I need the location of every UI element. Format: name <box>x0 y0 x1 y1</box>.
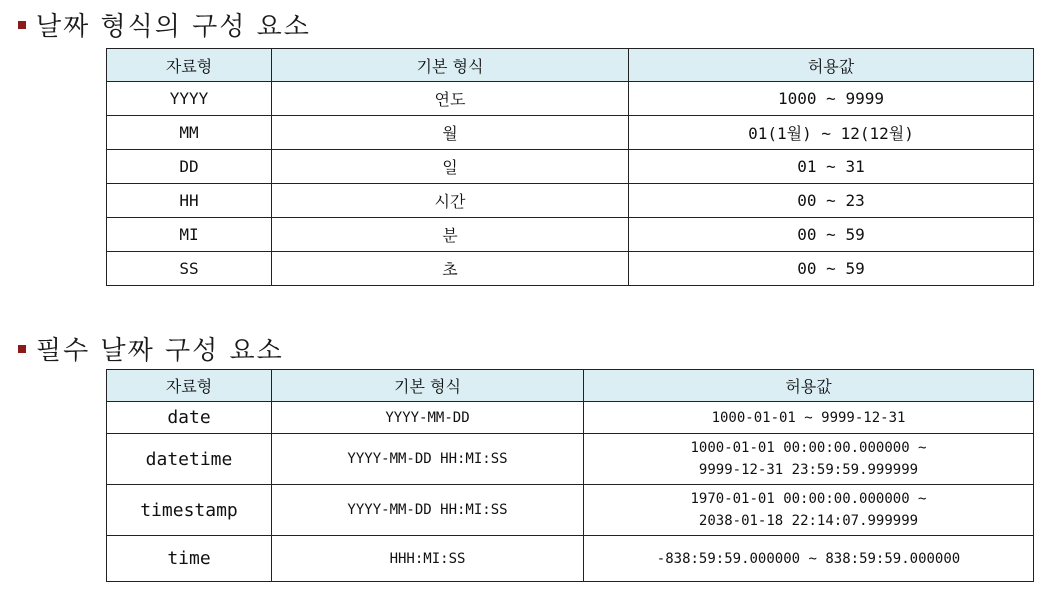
cell-data-type: datetime <box>107 434 272 485</box>
cell-allowed-values: 01(1월) ~ 12(12월) <box>629 116 1034 150</box>
cell-basic-format: 초 <box>272 252 629 286</box>
cell-basic-format: YYYY-MM-DD HH:MI:SS <box>272 485 584 536</box>
cell-basic-format: YYYY-MM-DD HH:MI:SS <box>272 434 584 485</box>
required-date-components-table <box>106 369 1034 582</box>
allowed-values-line-1: 1970-01-01 00:00:00.000000 ~ <box>690 491 927 507</box>
cell-allowed-values: 00 ~ 59 <box>629 218 1034 252</box>
cell-allowed-values <box>584 536 1034 582</box>
cell-data-type: date <box>107 402 272 434</box>
section-title-date-format-components <box>18 6 311 43</box>
section-title-text: 필수 날짜 구성 요소 <box>36 336 284 366</box>
table-row <box>107 252 1034 286</box>
header-basic-format: 기본 형식 <box>272 49 629 82</box>
header-allowed-values: 허용값 <box>584 370 1034 402</box>
table-row <box>107 402 1034 434</box>
cell-data-type: SS <box>107 252 272 286</box>
cell-data-type: MM <box>107 116 272 150</box>
cell-allowed-values: 1000 ~ 9999 <box>629 82 1034 116</box>
section-title-required-date-components <box>18 330 284 367</box>
allowed-values-line-1: 1000-01-01 00:00:00.000000 ~ <box>690 440 927 456</box>
cell-basic-format: 시간 <box>272 184 629 218</box>
cell-allowed-values <box>584 485 1034 536</box>
table-header-row <box>107 370 1034 402</box>
cell-basic-format: HHH:MI:SS <box>272 536 584 582</box>
table-row <box>107 485 1034 536</box>
cell-basic-format: 월 <box>272 116 629 150</box>
allowed-values-line-2: 2038-01-18 22:14:07.999999 <box>698 513 919 529</box>
allowed-values-line-2: 9999-12-31 23:59:59.999999 <box>698 462 919 478</box>
allowed-values-line-1: 1000-01-01 ~ 9999-12-31 <box>711 409 906 426</box>
section-title-text: 날짜 형식의 구성 요소 <box>36 12 311 42</box>
cell-data-type: DD <box>107 150 272 184</box>
cell-data-type: timestamp <box>107 485 272 536</box>
header-basic-format: 기본 형식 <box>272 370 584 402</box>
cell-data-type: HH <box>107 184 272 218</box>
table-row <box>107 150 1034 184</box>
table-row <box>107 434 1034 485</box>
table-row <box>107 218 1034 252</box>
cell-data-type: YYYY <box>107 82 272 116</box>
cell-basic-format: YYYY-MM-DD <box>272 402 584 434</box>
cell-allowed-values: 01 ~ 31 <box>629 150 1034 184</box>
allowed-values-line-1: -838:59:59.000000 ~ 838:59:59.000000 <box>656 550 961 567</box>
date-format-components-table <box>106 48 1034 286</box>
header-data-type: 자료형 <box>107 49 272 82</box>
square-bullet-icon <box>18 345 26 353</box>
header-data-type: 자료형 <box>107 370 272 402</box>
cell-data-type: time <box>107 536 272 582</box>
cell-basic-format: 연도 <box>272 82 629 116</box>
square-bullet-icon <box>18 21 26 29</box>
cell-allowed-values <box>584 402 1034 434</box>
cell-basic-format: 일 <box>272 150 629 184</box>
table-row <box>107 536 1034 582</box>
cell-allowed-values: 00 ~ 59 <box>629 252 1034 286</box>
cell-basic-format: 분 <box>272 218 629 252</box>
table-row <box>107 184 1034 218</box>
table-row <box>107 116 1034 150</box>
cell-allowed-values: 00 ~ 23 <box>629 184 1034 218</box>
table-header-row <box>107 49 1034 82</box>
cell-allowed-values <box>584 434 1034 485</box>
table-row <box>107 82 1034 116</box>
cell-data-type: MI <box>107 218 272 252</box>
header-allowed-values: 허용값 <box>629 49 1034 82</box>
